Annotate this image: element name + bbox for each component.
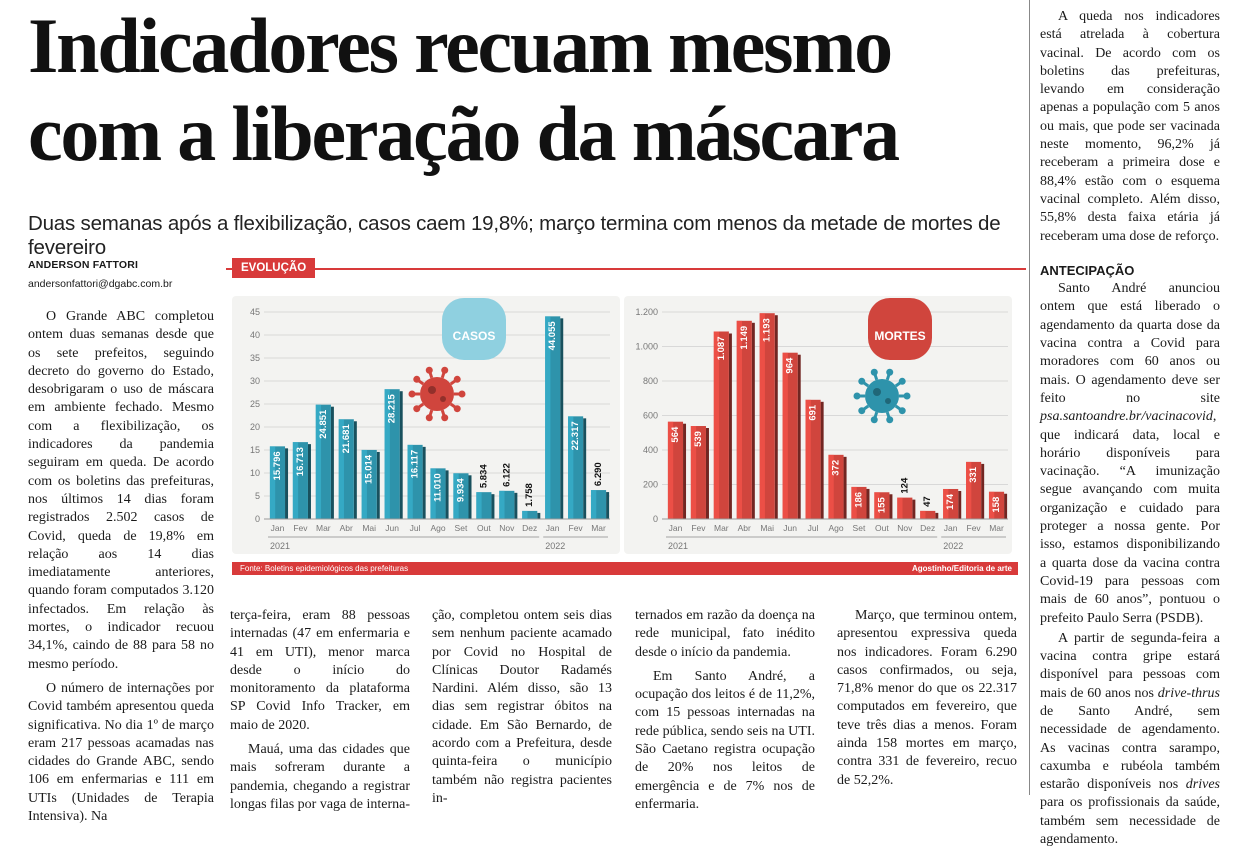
evolution-infographic xyxy=(226,256,1026,576)
y-tick-label: 0 xyxy=(652,514,658,524)
virus-spike-tip xyxy=(459,391,466,398)
infographic-footer xyxy=(232,562,1018,575)
virus-spike-tip xyxy=(441,414,448,421)
bar-shadow xyxy=(308,444,311,519)
paragraph xyxy=(1040,280,1220,628)
bar-highlight xyxy=(591,490,596,519)
y-tick-label: 25 xyxy=(249,399,260,409)
x-tick-label: Fev xyxy=(691,523,706,533)
virus-spot xyxy=(885,398,891,404)
bar-shadow xyxy=(1004,494,1007,519)
virus-icon xyxy=(854,369,911,424)
bar-shadow xyxy=(729,333,732,519)
virus-icon xyxy=(409,367,466,422)
x-tick-label: Jun xyxy=(385,523,399,533)
bar-shadow xyxy=(683,424,686,519)
year-label: 2022 xyxy=(943,541,964,551)
bar-shadow xyxy=(752,323,755,519)
article-column-2 xyxy=(230,607,410,820)
paragraph: Em Santo André, a ocupação dos leitos é de 11,2%, com 15 pessoas internadas na rede pública, sendo seis na UTI. São Caetano registra ocupação de 20% nos leitos de emergência e de 7% nos de enfermaria. xyxy=(635,668,815,812)
bar-highlight xyxy=(783,353,788,519)
y-tick-label: 30 xyxy=(249,376,260,386)
x-tick-label: Abr xyxy=(737,523,751,533)
bar-highlight xyxy=(522,511,527,519)
virus-spike-tip xyxy=(904,393,911,400)
x-tick-label: Fev xyxy=(293,523,308,533)
data-label: 44.055 xyxy=(547,321,559,351)
x-tick-label: Fev xyxy=(568,523,583,533)
paragraph: O número de internações por Covid também apresentou queda significativa. No dia 1º de março eram 217 pessoas acamadas nas cidades do Grande ABC, sendo 106 em enfermarias e 111 em UTIs (Unidades de Terapia Intensiva). Na xyxy=(28,680,214,825)
x-tick-label: Ago xyxy=(828,523,844,533)
bar-shadow xyxy=(606,492,609,519)
author-name: ANDERSON FATTORI xyxy=(28,259,139,271)
y-tick-label: 200 xyxy=(642,479,658,490)
bar-highlight xyxy=(897,498,902,519)
y-tick-label: 45 xyxy=(249,307,260,317)
bar-shadow xyxy=(844,457,847,519)
bar-shadow xyxy=(446,470,449,519)
data-label: 28.215 xyxy=(386,394,398,424)
year-label: 2022 xyxy=(545,541,566,551)
bar-shadow xyxy=(583,418,586,519)
data-label: 21.681 xyxy=(340,424,352,454)
paragraph: A queda nos indicadores está atrelada à cobertura vacinal. De acordo com os boletins das prefeituras, levando em consideração apenas a população com 5 anos ou mais, que pode ser vacinada neste momento, 96,2% já receberam a primeira dose e 88,4% estão com o esquema vacinal completo. Além disso, 55,8% desta faixa etária já receberam uma dose de reforço. xyxy=(1040,9,1220,244)
bar-shadow xyxy=(377,452,380,519)
x-tick-label: Jul xyxy=(409,523,421,533)
paragraph: Março, que terminou ontem, apresentou expressiva queda nos indicadores. Foram 6.290 casos confirmados, ou seja, 71,8% menor do que os 22.317 computados em fevereiro, que teve três dias a menos. Foram ainda 158 mortes em março, contra 331 de fevereiro, recuo de 52,2%. xyxy=(837,608,1017,788)
x-tick-label: Mai xyxy=(362,523,377,533)
x-tick-label: Out xyxy=(875,523,889,533)
vaccine-site-link[interactable]: psa.santoandre.br/vacinacovid xyxy=(1040,409,1213,425)
x-tick-label: Fev xyxy=(966,523,981,533)
emphasis: drive-thrus xyxy=(1157,685,1220,701)
paragraph: ternados em razão da doença na rede municipal, fato inédito desde o início da pandemia. xyxy=(635,608,815,660)
x-tick-label: Nov xyxy=(499,523,515,533)
data-label: 539 xyxy=(692,431,704,447)
headline: Indicadores recuam mesmo com a liberação da máscara xyxy=(28,2,898,177)
author-email[interactable]: andersonfattori@dgabc.com.br xyxy=(28,278,173,290)
x-tick-label: Nov xyxy=(897,523,913,533)
virus-spike-tip xyxy=(454,405,461,412)
data-label: 155 xyxy=(876,497,888,514)
cases-chart xyxy=(232,296,620,554)
bar-highlight xyxy=(476,492,481,519)
x-tick-label: Set xyxy=(852,523,866,533)
y-tick-label: 600 xyxy=(642,410,658,421)
data-label: 372 xyxy=(830,459,842,476)
article-column-3 xyxy=(432,607,612,814)
infographic-source: Fonte: Boletins epidemiológicos das prefeituras xyxy=(240,564,409,573)
virus-spike-tip xyxy=(899,407,906,414)
bar-shadow xyxy=(775,315,778,519)
bar-highlight xyxy=(499,491,504,519)
virus-spike-tip xyxy=(858,407,865,414)
infographic-credit: Agostinho/Editoria de arte xyxy=(911,564,1012,573)
data-label: 24.851 xyxy=(317,409,329,439)
data-label: 22.317 xyxy=(570,421,582,451)
text-run: de Santo André, sem necessidade de agendamento. As vacinas contra sarampo, caxumba e rubéola também estarão disponíveis nos xyxy=(1040,703,1220,793)
virus-spike-tip xyxy=(413,376,420,383)
data-label: 174 xyxy=(945,493,957,510)
paragraph: ção, completou ontem seis dias sem nenhum paciente acamado por Covid no Hospital de Clínicas Doutor Radamés Nardini. Além disso, são 13 dias sem registrar óbitos na cidade. Em São Bernardo, de acordo com a Prefeitura, desde quinta-feira o município também não registra pacientes in- xyxy=(432,608,612,806)
data-label: 5.834 xyxy=(478,464,490,489)
y-tick-label: 0 xyxy=(254,514,260,524)
bar-shadow xyxy=(935,513,938,519)
section-heading: ANTECIPAÇÃO xyxy=(1040,262,1135,278)
virus-spike-tip xyxy=(413,405,420,412)
x-tick-label: Jul xyxy=(807,523,819,533)
bar-shadow xyxy=(867,489,870,519)
y-tick-label: 800 xyxy=(642,376,658,386)
section-rule xyxy=(226,268,1026,270)
data-label: 186 xyxy=(853,491,865,508)
data-label: 158 xyxy=(991,496,1003,513)
bar-shadow xyxy=(981,464,984,519)
article-column-5 xyxy=(837,607,1017,796)
x-tick-label: Jan xyxy=(668,523,683,533)
virus-spike-tip xyxy=(871,369,878,376)
column-divider xyxy=(1029,0,1030,795)
infographic-tag: EVOLUÇÃO xyxy=(232,258,315,278)
subheadline: Duas semanas após a flexibilização, casos caem 19,8%; março termina com menos da metade de mortes de fevereiro xyxy=(28,212,1001,259)
data-label: 47 xyxy=(922,496,934,507)
x-tick-label: Mar xyxy=(714,523,729,533)
virus-spike-tip xyxy=(441,367,448,374)
data-label: 16.117 xyxy=(409,449,421,479)
year-label: 2021 xyxy=(668,541,689,551)
y-tick-label: 15 xyxy=(249,445,260,455)
data-label: 1.087 xyxy=(715,336,727,361)
x-tick-label: Jan xyxy=(943,523,958,533)
bar-shadow xyxy=(537,513,540,519)
bar-highlight xyxy=(760,313,765,519)
x-tick-label: Mar xyxy=(989,523,1004,533)
x-tick-label: Ago xyxy=(430,523,446,533)
text-run: A partir de segunda-feira a vacina contra gripe estará disponível para pessoas com mais de 60 anos nos xyxy=(1040,630,1220,701)
y-tick-label: 1.000 xyxy=(635,341,658,352)
text-run: para os profissionais da saúde, também sem necessidade de agendamento. xyxy=(1040,795,1220,848)
x-tick-label: Jun xyxy=(783,523,797,533)
data-label: 124 xyxy=(899,477,911,494)
bar-shadow xyxy=(889,494,892,519)
data-label: 11.010 xyxy=(432,473,444,502)
x-tick-label: Out xyxy=(477,523,491,533)
data-label: 15.014 xyxy=(363,454,375,484)
data-label: 1.193 xyxy=(761,318,773,342)
bar-shadow xyxy=(491,494,494,519)
y-tick-label: 1.200 xyxy=(635,307,658,317)
paragraph xyxy=(1040,630,1220,849)
x-tick-label: Mai xyxy=(760,523,775,533)
data-label: 16.713 xyxy=(294,447,306,477)
paragraph: O Grande ABC completou ontem duas semanas desde que os sete prefeitos, seguindo decreto do governo do Estado, desobrigaram o uso de máscara em ambiente fechado. Mesmo com a flexibilização, os indicadores da pandemia seguiram em queda. De acordo com os boletins das prefeituras, nos últimos 14 dias foram registrados 2.502 casos de Covid, queda de 19,8% em relação aos 14 dias imediatamente anteriores, quando foram computados 3.120 infectados. Em relação às mortes, o indicador recuou 34,1%, caindo de 88 para 58 no mesmo período. xyxy=(28,309,214,672)
x-tick-label: Mar xyxy=(316,523,331,533)
article-column-4 xyxy=(635,607,815,820)
text-run: , que indicará data, local e horário disponíveis para vacinação. “A imunização segue avançando com muita organização e cuidado para proteger a nossa gente. Por isso, estamos disponibilizando a quarta dose da vacina contra Covid-19 para pessoas com mais de 60 anos”, pontuou o prefeito Paulo Serra (PSDB). xyxy=(1040,409,1220,626)
data-label: 1.758 xyxy=(524,483,536,507)
data-label: 6.290 xyxy=(593,462,605,487)
data-label: 964 xyxy=(784,357,796,374)
cases-chart-panel xyxy=(232,296,620,554)
virus-spike-tip xyxy=(409,391,416,398)
y-tick-label: 20 xyxy=(249,422,260,432)
bar-shadow xyxy=(469,475,472,519)
data-label: 15.796 xyxy=(271,451,283,481)
y-tick-label: 400 xyxy=(642,445,658,455)
virus-spike-tip xyxy=(899,378,906,385)
article-column-1 xyxy=(28,308,214,832)
bar-shadow xyxy=(706,428,709,519)
y-tick-label: 35 xyxy=(249,353,260,363)
article-column-6 xyxy=(1040,8,1220,849)
virus-spike-tip xyxy=(454,376,461,383)
virus-spot xyxy=(428,386,436,394)
data-label: 6.122 xyxy=(501,463,513,487)
paragraph: Mauá, uma das cidades que mais sofreram durante a pandemia, chegando a registrar longas filas por vaga de interna- xyxy=(230,742,410,812)
virus-spike-tip xyxy=(858,378,865,385)
bar-shadow xyxy=(821,402,824,519)
x-tick-label: Dez xyxy=(522,523,538,533)
bar-shadow xyxy=(514,493,517,519)
virus-spike-tip xyxy=(854,393,861,400)
text-run: Santo André anunciou ontem que está liberado o agendamento da quarta dose da vacina contra a Covid para moradores com 60 anos ou mais. O agendamento deve ser feito no site xyxy=(1040,281,1220,406)
x-tick-label: Jan xyxy=(545,523,560,533)
virus-spike-tip xyxy=(886,369,893,376)
bar-shadow xyxy=(285,448,288,519)
virus-spot xyxy=(440,396,446,402)
virus-body xyxy=(865,379,899,413)
bar-shadow xyxy=(354,421,357,519)
virus-spike-tip xyxy=(886,416,893,423)
bar-shadow xyxy=(958,491,961,519)
x-tick-label: Dez xyxy=(920,523,936,533)
chart-title: CASOS xyxy=(452,329,496,343)
y-tick-label: 5 xyxy=(254,491,260,501)
virus-spike-tip xyxy=(426,367,433,374)
bar-shadow xyxy=(423,447,426,519)
data-label: 331 xyxy=(968,466,980,483)
x-tick-label: Abr xyxy=(339,523,353,533)
data-label: 564 xyxy=(669,426,681,443)
x-tick-label: Set xyxy=(454,523,468,533)
y-tick-label: 10 xyxy=(249,468,260,478)
emphasis: drives xyxy=(1185,777,1220,793)
virus-spike-tip xyxy=(426,414,433,421)
bar-shadow xyxy=(798,355,801,519)
bar-shadow xyxy=(912,500,915,519)
year-label: 2021 xyxy=(270,541,291,551)
x-tick-label: Mar xyxy=(591,523,606,533)
deaths-chart xyxy=(624,296,1012,554)
bar-highlight xyxy=(920,511,925,519)
bar-shadow xyxy=(400,391,403,519)
deaths-chart-panel xyxy=(624,296,1012,554)
virus-body xyxy=(420,377,454,411)
bar-shadow xyxy=(560,318,563,519)
virus-spike-tip xyxy=(871,416,878,423)
x-tick-label: Jan xyxy=(270,523,285,533)
bar-shadow xyxy=(331,407,334,519)
y-tick-label: 40 xyxy=(249,330,260,340)
data-label: 1.149 xyxy=(738,325,750,350)
data-label: 691 xyxy=(807,404,819,421)
data-label: 9.934 xyxy=(455,478,467,503)
virus-spot xyxy=(873,388,881,396)
paragraph: terça-feira, eram 88 pessoas internadas (47 em enfermaria e 41 em UTI), menor marca desde o início do monitoramento da plataforma SP Covid Info Tracker, em maio de 2020. xyxy=(230,608,410,733)
chart-title: MORTES xyxy=(874,329,926,343)
